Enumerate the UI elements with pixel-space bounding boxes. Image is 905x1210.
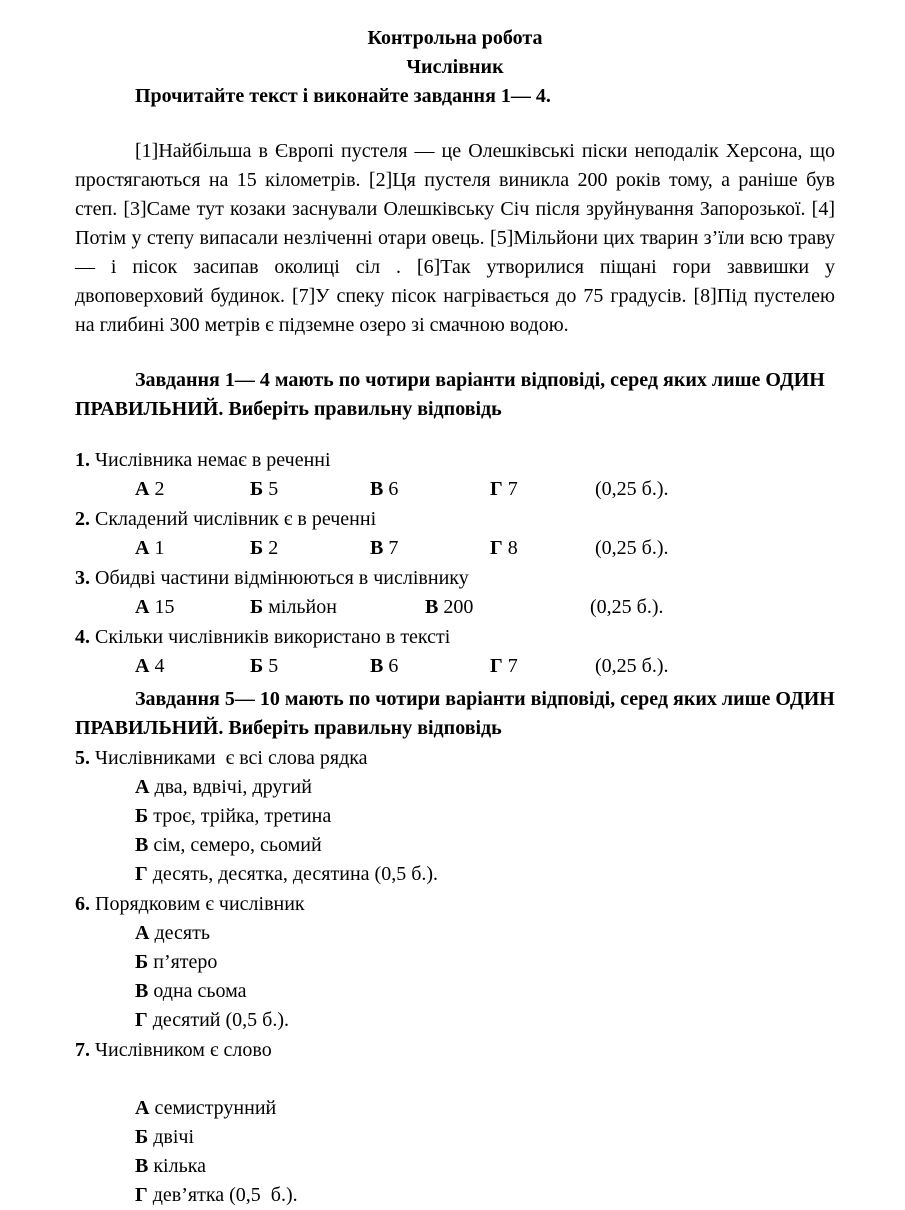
question-text: Числівника немає в реченні	[95, 449, 331, 471]
question-number: 2.	[75, 508, 90, 530]
question-number: 7.	[75, 1039, 90, 1061]
points-label: (0,25 б.).	[590, 596, 664, 618]
option-v: В 6	[370, 478, 399, 500]
option-b: Б 5	[250, 655, 279, 677]
question-3	[75, 564, 835, 622]
option-g: Г дев’ятка (0,5 б.).	[135, 1184, 298, 1206]
section-1-heading: Завдання 1— 4 мають по чотири варіанти відповіді, серед яких лише ОДИН ПРАВИЛЬНИЙ. Виберіть правильну відповідь	[75, 369, 830, 420]
section-2-heading: Завдання 5— 10 мають по чотири варіанти відповіді, серед яких лише ОДИН ПРАВИЛЬНИЙ. Виберіть правильну відповідь	[75, 688, 840, 739]
question-1-options	[75, 475, 835, 504]
option-g: Г десять, десятка, десятина (0,5 б.).	[135, 863, 439, 885]
option-a: А 1	[135, 537, 165, 559]
question-5-text	[75, 744, 835, 773]
question-1	[75, 446, 835, 504]
question-5	[75, 744, 835, 889]
question-2	[75, 505, 835, 563]
option-a: А два, вдвічі, другий	[135, 776, 312, 798]
question-3-options	[75, 593, 835, 622]
option-v: В кілька	[135, 1155, 207, 1177]
option-g: Г 7	[490, 655, 518, 677]
points-label: (0,25 б.).	[595, 537, 669, 559]
option-b: Б 2	[250, 537, 279, 559]
question-text: Обидві частини відмінюються в числівнику	[95, 567, 469, 589]
option-b: Б мільйон	[250, 596, 337, 618]
points-label: (0,25 б.).	[595, 655, 669, 677]
question-4	[75, 623, 835, 681]
option-a: А 15	[135, 596, 175, 618]
question-7	[75, 1036, 835, 1210]
option-v: В 200	[425, 596, 474, 618]
option-a: А десять	[135, 922, 210, 944]
question-4-options	[75, 652, 835, 681]
question-6	[75, 890, 835, 1035]
option-b: Б троє, трійка, третина	[135, 805, 332, 827]
option-a: А 2	[135, 478, 165, 500]
question-2-options	[75, 534, 835, 563]
question-text: Порядковим є числівник	[95, 893, 305, 915]
option-v: В одна сьома	[135, 980, 247, 1002]
option-v: В 6	[370, 655, 399, 677]
question-4-text	[75, 623, 835, 652]
option-b: Б п’ятеро	[135, 951, 218, 973]
option-g: Г 7	[490, 478, 518, 500]
option-g: Г десятий (0,5 б.).	[135, 1009, 290, 1031]
option-g: Г 8	[490, 537, 518, 559]
question-text: Числівниками є всі слова рядка	[95, 747, 368, 769]
option-a: А 4	[135, 655, 165, 677]
question-text: Скільки числівників використано в тексті	[95, 626, 451, 648]
option-a: А семиструнний	[135, 1097, 277, 1119]
passage-text: [1]Найбільша в Європі пустеля — це Олешківські піски неподалік Херсона, що простягаються на 15 кілометрів. [2]Ця пустеля виникла 200 років тому, а раніше був степ. [3]Саме тут козаки заснували Олешківську Січ після зруйнування Запорозької. [4] Потім у степу випасали незліченні отари овець. [5]Мільйони цих тварин з’їли всю траву — і пісок засипав околиці сіл . [6]Так утворилися піщані гори заввишки у двоповерховий будинок. [7]У спеку пісок нагрівається до 75 градусів. [8]Під пустелею на глибині 300 метрів є підземне озеро зі смачною водою.	[75, 140, 840, 336]
option-v: В сім, семеро, сьомий	[135, 834, 322, 856]
question-number: 1.	[75, 449, 90, 471]
option-v: В 7	[370, 537, 399, 559]
question-7-text	[75, 1036, 835, 1065]
option-b: Б 5	[250, 478, 279, 500]
question-number: 6.	[75, 893, 90, 915]
option-b: Б двічі	[135, 1126, 195, 1148]
document-subtitle: Числівник	[406, 56, 504, 78]
question-3-text	[75, 564, 835, 593]
points-label: (0,25 б.).	[595, 478, 669, 500]
question-text: Числівником є слово	[95, 1039, 272, 1061]
reading-instruction: Прочитайте текст і виконайте завдання 1— 4.	[135, 85, 551, 107]
question-2-text	[75, 505, 835, 534]
document-title: Контрольна робота	[367, 27, 543, 49]
question-6-text	[75, 890, 835, 919]
question-1-text	[75, 446, 835, 475]
question-number: 5.	[75, 747, 90, 769]
question-text: Складений числівник є в реченні	[95, 508, 377, 530]
question-number: 4.	[75, 626, 90, 648]
question-number: 3.	[75, 567, 90, 589]
